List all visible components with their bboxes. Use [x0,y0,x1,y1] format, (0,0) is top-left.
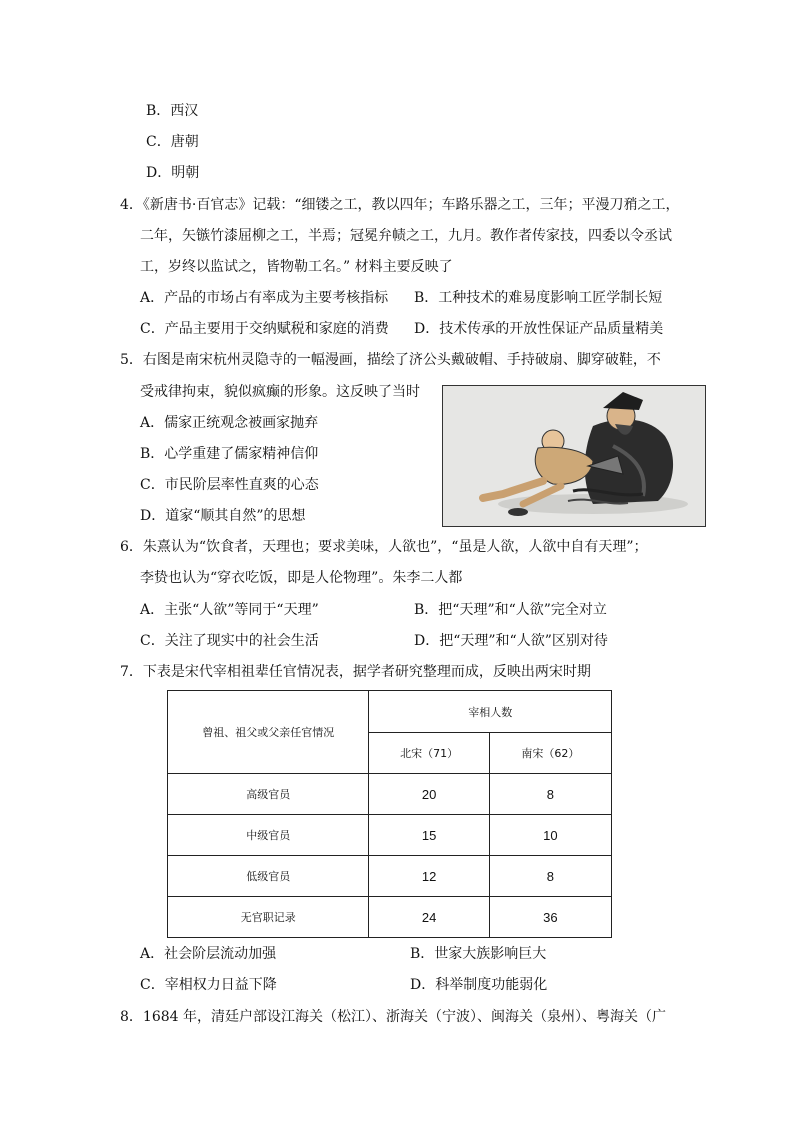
q3-option-c[interactable]: C．唐朝 [146,134,199,150]
q3-option-d[interactable]: D．明朝 [146,165,200,181]
q4-option-b[interactable]: B．工种技术的难易度影响工匠学制长短 [414,290,663,306]
q7-stem-line-1: 7．下表是宋代宰相祖辈任官情况表，据学者研究整理而成，反映出两宋时期 [120,664,591,680]
q7-option-d[interactable]: D．科举制度功能弱化 [410,977,548,993]
table-cell: 15 [369,815,489,856]
table-cell: 8 [489,774,611,815]
table-row-label: 低级官员 [168,856,369,897]
table-col-header-north-song: 北宋（71） [369,733,489,774]
table-cell: 10 [489,815,611,856]
q5-option-a[interactable]: A．儒家正统观念被画家抛弃 [140,415,319,431]
table-group-header: 宰相人数 [369,691,612,733]
table-cell: 36 [489,897,611,938]
q6-option-c[interactable]: C．关注了现实中的社会生活 [140,633,319,649]
table-row [168,856,612,897]
q7-option-a[interactable]: A．社会阶层流动加强 [140,946,277,962]
table-row [168,774,612,815]
q6-option-b[interactable]: B．把“天理”和“人欲”完全对立 [414,602,607,618]
table-row-label: 高级官员 [168,774,369,815]
table-col-header-south-song: 南宋（62） [489,733,611,774]
table-row-label: 中级官员 [168,815,369,856]
table-cell: 12 [369,856,489,897]
jigong-illustration [443,386,705,526]
q5-option-d[interactable]: D．道家“顺其自然”的思想 [140,508,306,524]
chancellor-ancestry-table [167,690,612,938]
q4-option-d[interactable]: D．技术传承的开放性保证产品质量精美 [414,321,664,337]
q4-option-c[interactable]: C．产品主要用于交纳赋税和家庭的消费 [140,321,389,337]
q7-option-c[interactable]: C．宰相权力日益下降 [140,977,277,993]
table-row [168,897,612,938]
q5-option-b[interactable]: B．心学重建了儒家精神信仰 [140,446,319,462]
table-cell: 8 [489,856,611,897]
jigong-cartoon-image [442,385,706,527]
q4-stem-line-1: 4．《新唐书·百官志》记载：“细镂之工，教以四年；车路乐器之工，三年；平漫刀矟之工， [120,197,680,213]
q6-option-a[interactable]: A．主张“人欲”等同于“天理” [140,602,319,618]
table-cell: 24 [369,897,489,938]
q5-option-c[interactable]: C．市民阶层率性直爽的心态 [140,477,319,493]
table-row-label: 无官职记录 [168,897,369,938]
q6-stem-line-2: 李贽也认为“穿衣吃饭，即是人伦物理”。朱李二人都 [140,570,463,586]
q4-stem-line-3: 工，岁终以监试之，皆物勒工名。” 材料主要反映了 [140,259,453,275]
q6-stem-line-1: 6．朱熹认为“饮食者，天理也；要求美味，人欲也”，“虽是人欲，人欲中自有天理”； [120,539,648,555]
q5-stem-line-1: 5．右图是南宋杭州灵隐寺的一幅漫画，描绘了济公头戴破帽、手持破扇、脚穿破鞋，不 [120,352,661,368]
q3-option-b[interactable]: B．西汉 [146,103,199,119]
q8-stem-line-1: 8．1684 年，清廷户部设江海关（松江）、浙海关（宁波）、闽海关（泉州）、粤海关（广 [120,1009,666,1025]
q4-option-a[interactable]: A．产品的市场占有率成为主要考核指标 [140,290,389,306]
table-cell: 20 [369,774,489,815]
q5-stem-line-2: 受戒律拘束，貌似疯癫的形象。这反映了当时 [140,384,420,400]
q7-option-b[interactable]: B．世家大族影响巨大 [410,946,547,962]
q4-stem-line-2: 二年，矢镞竹漆屈柳之工，半焉；冠冕弁帻之工，九月。教作者传家技，四委以令丞试 [140,228,672,244]
table-row [168,815,612,856]
q6-option-d[interactable]: D．把“天理”和“人欲”区别对待 [414,633,608,649]
table-row-header: 曾祖、祖父或父亲任官情况 [168,691,369,774]
